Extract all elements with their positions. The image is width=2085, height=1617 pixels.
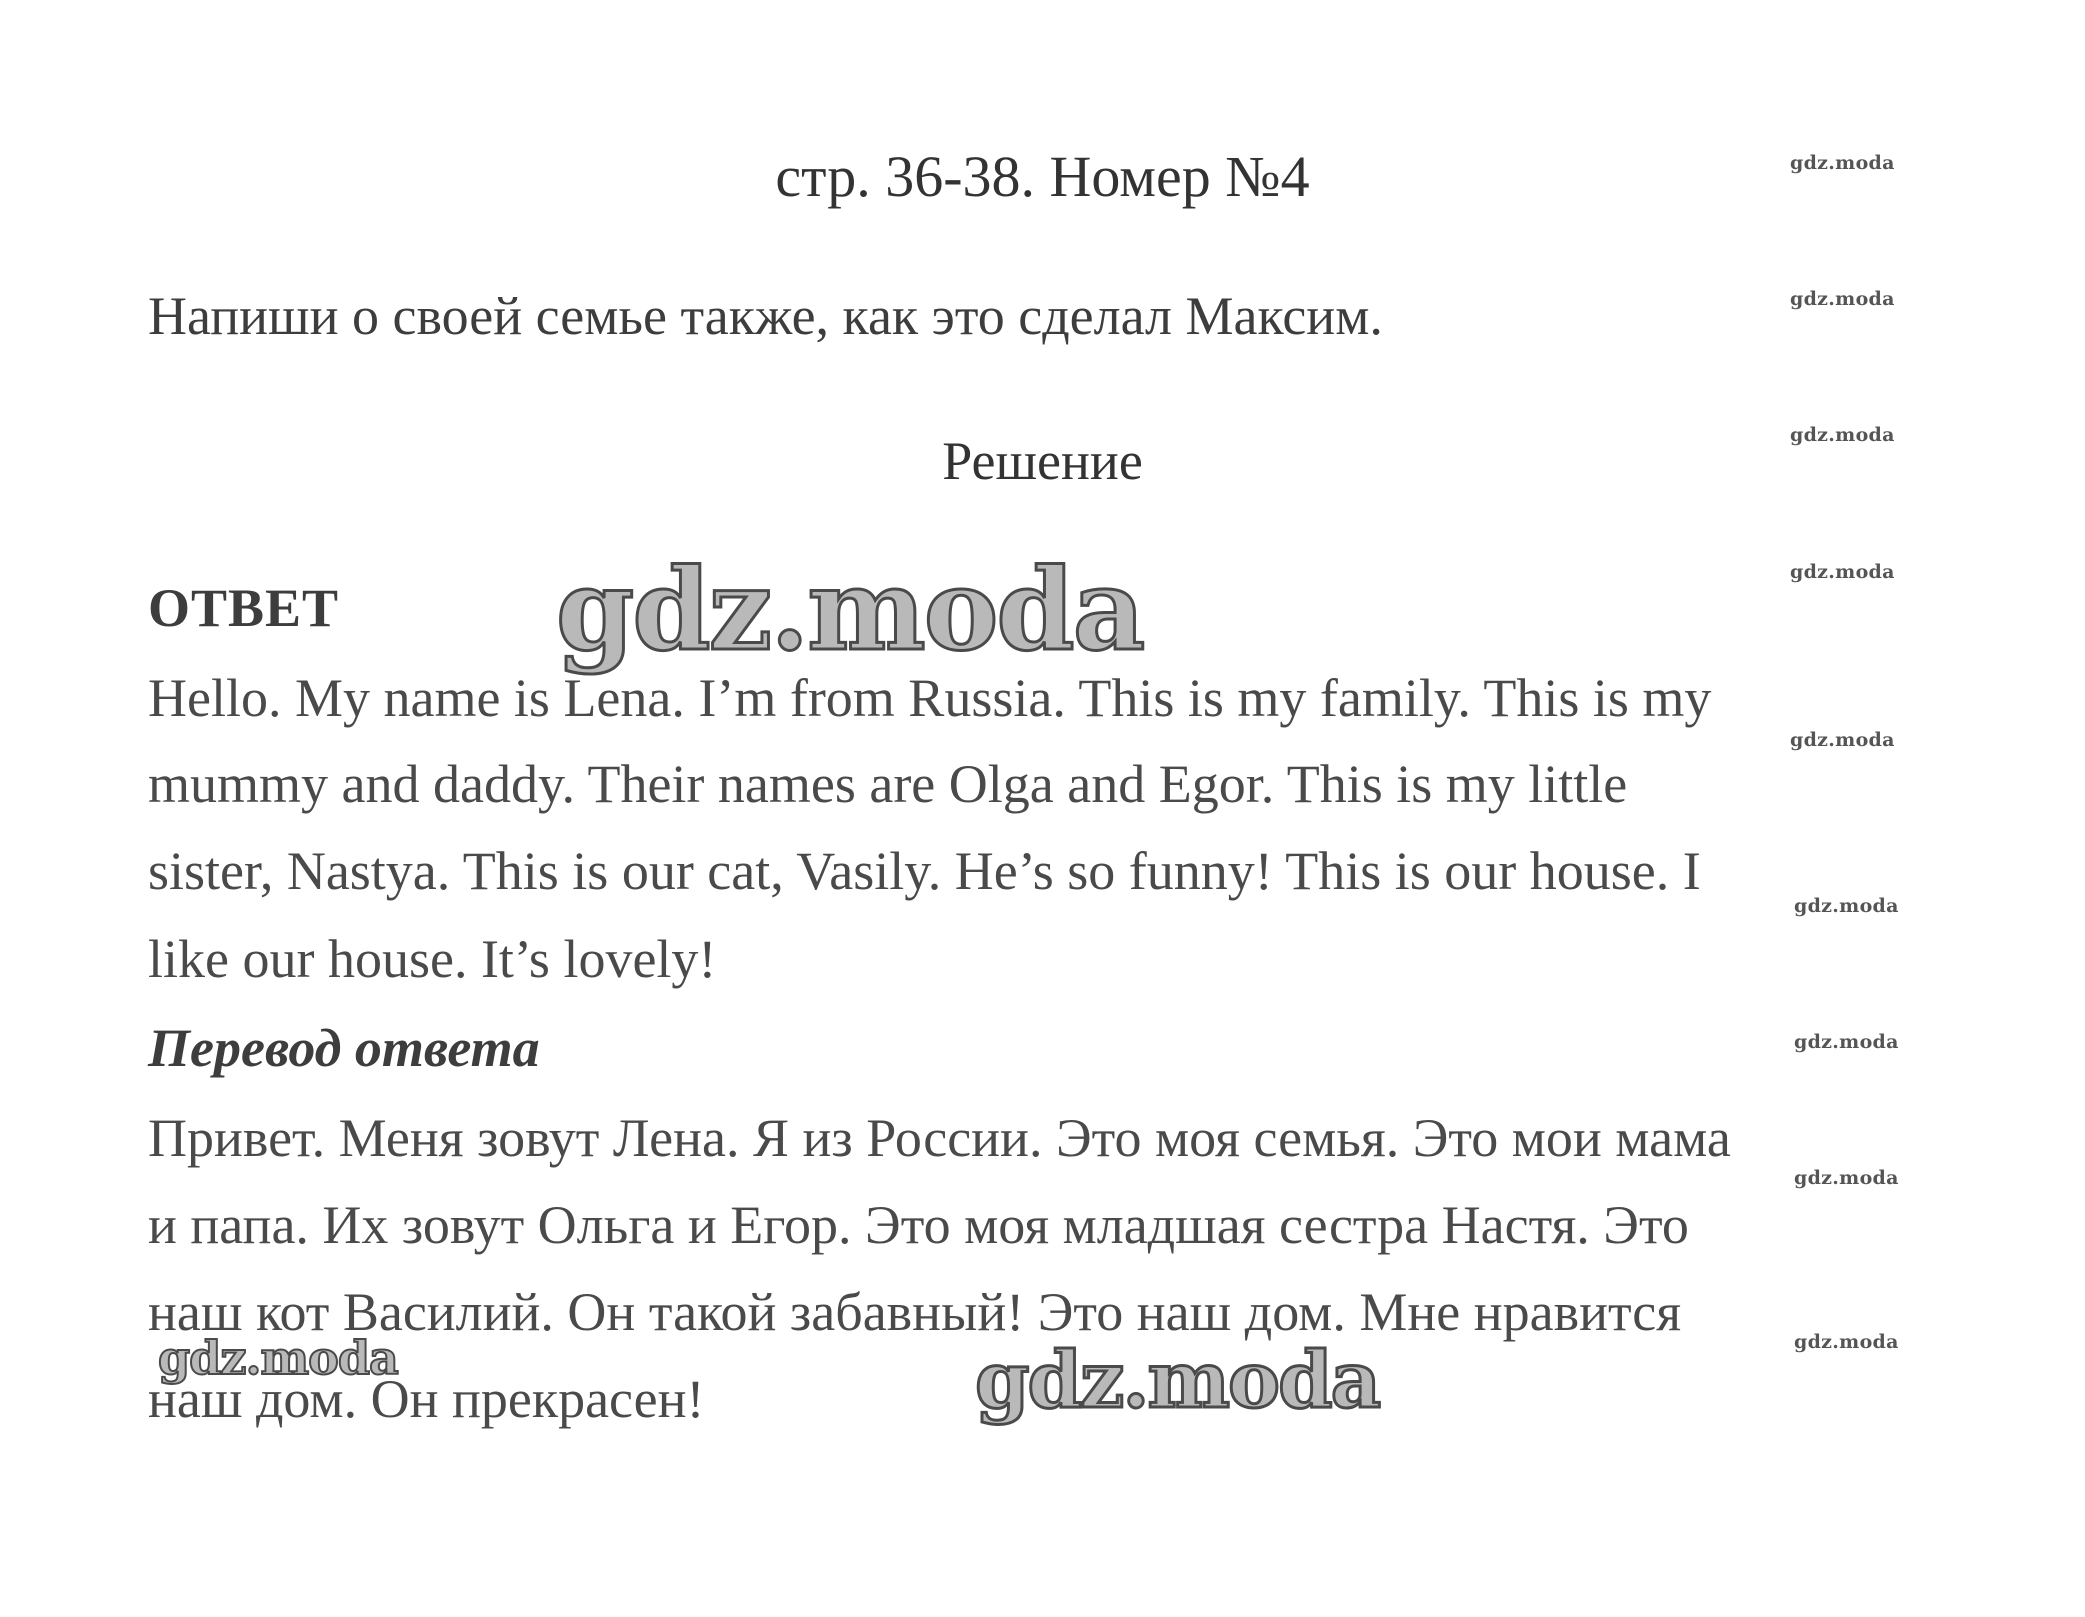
answer-line: like our house. It’s lovely! <box>148 929 717 989</box>
page-title: стр. 36-38. Номер №4 <box>775 144 1310 209</box>
answer-line: Hello. My name is Lena. I’m from Russia. This is my family. This is my <box>148 668 1712 728</box>
watermark-small: gdz.moda <box>1790 152 1895 174</box>
answer-line: sister, Nastya. This is our cat, Vasily. He’s so funny! This is our house. I <box>148 841 1701 901</box>
task-text: Напиши о своей семье также, как это сделал Максим. <box>148 286 1383 346</box>
watermark-small: gdz.moda <box>1790 288 1895 310</box>
translation-line: наш кот Василий. Он такой забавный! Это наш дом. Мне нравится <box>148 1282 1682 1342</box>
watermark-small: gdz.moda <box>1794 1167 1899 1189</box>
watermark-small: gdz.moda <box>1790 424 1895 446</box>
watermark-small: gdz.moda <box>1790 561 1895 583</box>
watermark-small: gdz.moda <box>1794 1331 1899 1353</box>
watermark-medium: gdz.moda <box>158 1331 398 1385</box>
solution-heading: Решение <box>942 431 1143 491</box>
watermark-small: gdz.moda <box>1794 895 1899 917</box>
answer-line: mummy and daddy. Their names are Olga and Egor. This is my little <box>148 754 1628 814</box>
watermark-small: gdz.moda <box>1790 729 1895 751</box>
translation-line: наш дом. Он прекрасен! <box>148 1369 705 1429</box>
translation-heading: Перевод ответа <box>148 1018 540 1078</box>
watermark-large: gdz.moda <box>556 545 1144 676</box>
answer-heading: ОТВЕТ <box>148 578 340 638</box>
translation-line: Привет. Меня зовут Лена. Я из России. Это моя семья. Это мои мама <box>148 1108 1731 1168</box>
watermark-large: gdz.moda <box>975 1335 1380 1426</box>
watermark-small: gdz.moda <box>1794 1031 1899 1053</box>
translation-line: и папа. Их зовут Ольга и Егор. Это моя младшая сестра Настя. Это <box>148 1195 1689 1255</box>
